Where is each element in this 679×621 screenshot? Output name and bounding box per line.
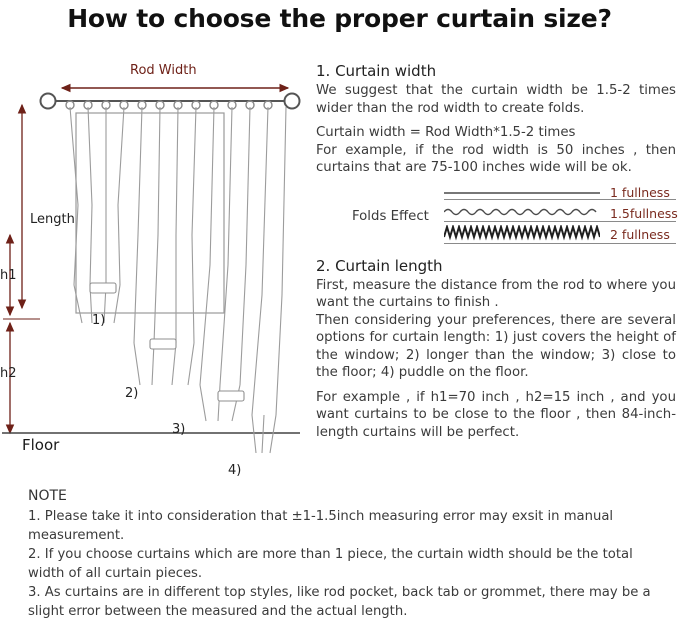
- zigzag-line-icon: [444, 225, 600, 245]
- label-panel-1: 1): [92, 313, 106, 328]
- fold-3-label: 2 fullness: [610, 226, 670, 242]
- curtain-diagram: [0, 55, 310, 485]
- note-item-3: 3. As curtains are in different top styles, like rod pocket, back tab or grommet, there may be a slight error between the measured and the actual length.: [28, 585, 651, 619]
- section-1-formula: Curtain width = Rod Width*1.5-2 times: [316, 125, 576, 140]
- section-2-para-3: For example , if h1=70 inch , h2=15 inch , and you want curtains to be close to the floor , then 84-inch-length curtains will be perfect.: [316, 389, 676, 440]
- label-rod-width: Rod Width: [130, 63, 197, 78]
- section-curtain-width: [316, 62, 676, 177]
- fold-row-3: [444, 225, 674, 245]
- folds-effect-block: [316, 184, 678, 249]
- straight-line-icon: [444, 183, 600, 203]
- section-1-para-1: We suggest that the curtain width be 1.5-2 times wider than the rod width to create folds.: [316, 83, 676, 116]
- curtain-diagram-svg: [0, 55, 310, 485]
- label-h1: h1: [0, 268, 17, 283]
- section-1-para-3: For example, if the rod width is 50 inches , then curtains that are 75-100 inches wide will be ok.: [316, 142, 676, 175]
- note-item-1: 1. Please take it into consideration that ±1-1.5inch measuring error may exsit in manual measurement.: [28, 509, 614, 543]
- page-title: How to choose the proper curtain size?: [67, 4, 612, 33]
- wavy-line-icon: [444, 204, 600, 224]
- section-2-para-1: First, measure the distance from the rod to where you want the curtains to finish .: [316, 277, 676, 310]
- section-2-para-2: Then considering your preferences, there are several options for curtain length: 1) just covers the height of the window; 2) longer than the window; 3) close to the floor; 4) puddle on the floor.: [316, 312, 676, 380]
- label-length: Length: [30, 212, 75, 227]
- label-floor: Floor: [22, 436, 60, 454]
- fold-row-1: [444, 183, 674, 203]
- notes-heading: NOTE: [28, 488, 67, 504]
- label-panel-2: 2): [125, 386, 139, 401]
- section-1-heading: 1. Curtain width: [316, 62, 437, 80]
- notes-block: [28, 488, 664, 621]
- folds-effect-label: Folds Effect: [352, 208, 429, 224]
- section-curtain-length: [316, 257, 676, 442]
- note-item-2: 2. If you choose curtains which are more than 1 piece, the curtain width should be the total width of all curtain pieces.: [28, 547, 633, 581]
- section-2-heading: 2. Curtain length: [316, 256, 443, 275]
- label-panel-3: 3): [172, 422, 186, 437]
- fold-2-label: 1.5fullness: [610, 205, 678, 221]
- fold-row-2: [444, 204, 678, 224]
- label-panel-4: 4): [228, 463, 242, 478]
- label-h2: h2: [0, 366, 17, 381]
- fold-1-label: 1 fullness: [610, 184, 670, 200]
- instructions-column: [316, 62, 676, 441]
